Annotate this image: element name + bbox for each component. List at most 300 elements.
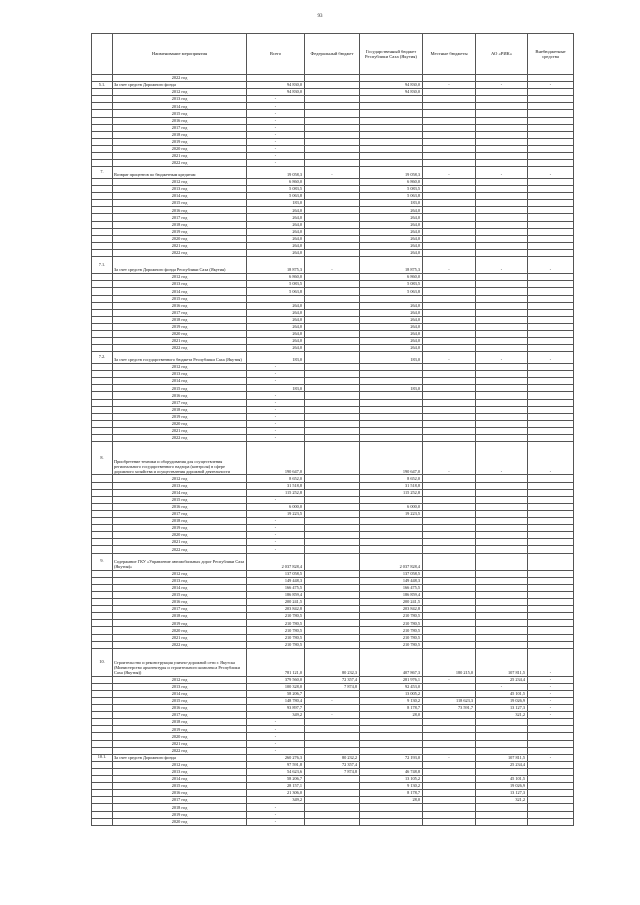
year-cell: 2022 год — [113, 160, 247, 167]
rik-cell — [476, 599, 528, 606]
state-cell: 6 860,0 — [360, 179, 423, 186]
rik-cell — [476, 345, 528, 352]
rik-cell — [476, 804, 528, 811]
total-cell: 28 157,1 — [247, 783, 305, 790]
local-cell — [423, 539, 476, 546]
item-row — [92, 553, 574, 570]
year-cell: 2016 год — [113, 117, 247, 124]
year-cell: 2012 год — [113, 761, 247, 768]
year-cell: 2013 год — [113, 577, 247, 584]
extrabudget-cell: - — [528, 257, 574, 274]
year-cell: 2014 год — [113, 288, 247, 295]
rik-cell — [476, 577, 528, 584]
extrabudget-cell — [528, 330, 574, 337]
item-number-cell — [92, 281, 113, 288]
item-number-cell — [92, 385, 113, 392]
item-number-cell — [92, 323, 113, 330]
federal-cell — [305, 302, 360, 309]
item-number-cell — [92, 302, 113, 309]
year-row — [92, 138, 574, 145]
year-cell: 2019 год — [113, 413, 247, 420]
rik-cell — [476, 435, 528, 442]
item-number-cell — [92, 420, 113, 427]
state-cell: 407 867,3 — [360, 648, 423, 676]
total-cell: 5 083,5 — [247, 186, 305, 193]
state-cell: 115 252,8 — [360, 489, 423, 496]
local-cell — [423, 186, 476, 193]
extrabudget-cell — [528, 96, 574, 103]
rik-cell — [476, 613, 528, 620]
rik-cell — [476, 496, 528, 503]
item-number-cell — [92, 591, 113, 598]
year-cell: 2018 год — [113, 316, 247, 323]
extrabudget-cell — [528, 591, 574, 598]
local-cell — [423, 75, 476, 82]
federal-cell — [305, 330, 360, 337]
year-row — [92, 406, 574, 413]
state-cell: 183,0 — [360, 200, 423, 207]
rik-cell — [476, 96, 528, 103]
local-cell — [423, 309, 476, 316]
rik-cell — [476, 719, 528, 726]
extrabudget-cell — [528, 117, 574, 124]
state-cell: 9 130,2 — [360, 783, 423, 790]
extrabudget-cell — [528, 599, 574, 606]
year-row — [92, 288, 574, 295]
year-row — [92, 364, 574, 371]
year-row — [92, 75, 574, 82]
total-cell: 260 276,3 — [247, 754, 305, 761]
federal-cell — [305, 281, 360, 288]
year-cell: 2019 год — [113, 138, 247, 145]
state-cell: 28,0 — [360, 797, 423, 804]
rik-cell — [476, 281, 528, 288]
item-number-cell — [92, 783, 113, 790]
item-number-cell — [92, 330, 113, 337]
item-number-cell: 8. — [92, 442, 113, 475]
state-cell — [360, 117, 423, 124]
state-cell: 264,0 — [360, 228, 423, 235]
extrabudget-cell — [528, 281, 574, 288]
extrabudget-cell — [528, 482, 574, 489]
extrabudget-cell — [528, 323, 574, 330]
extrabudget-cell — [528, 193, 574, 200]
item-number-cell — [92, 427, 113, 434]
total-cell: - — [247, 364, 305, 371]
total-cell: - — [247, 740, 305, 747]
federal-cell — [305, 392, 360, 399]
local-cell — [423, 96, 476, 103]
extrabudget-cell — [528, 228, 574, 235]
federal-cell: 7 874,8 — [305, 768, 360, 775]
local-cell — [423, 242, 476, 249]
state-cell: 94 830,0 — [360, 82, 423, 89]
year-row — [92, 712, 574, 719]
year-cell: 2021 год — [113, 242, 247, 249]
state-cell: 264,0 — [360, 249, 423, 256]
item-number-cell — [92, 811, 113, 818]
year-cell: 2012 год — [113, 570, 247, 577]
rik-cell — [476, 316, 528, 323]
total-cell: 264,0 — [247, 249, 305, 256]
extrabudget-cell — [528, 124, 574, 131]
local-cell — [423, 274, 476, 281]
item-number-cell: 5.1. — [92, 82, 113, 89]
extrabudget-cell — [528, 790, 574, 797]
item-number-cell — [92, 489, 113, 496]
rik-cell — [476, 207, 528, 214]
item-number-cell — [92, 577, 113, 584]
year-row — [92, 546, 574, 553]
year-cell: 2016 год — [113, 392, 247, 399]
local-cell: - — [423, 754, 476, 761]
item-number-cell — [92, 690, 113, 697]
local-cell — [423, 553, 476, 570]
state-cell — [360, 804, 423, 811]
extrabudget-cell — [528, 475, 574, 482]
item-number-cell — [92, 712, 113, 719]
local-cell — [423, 124, 476, 131]
rik-cell — [476, 274, 528, 281]
year-row — [92, 776, 574, 783]
year-cell: 2018 год — [113, 221, 247, 228]
federal-cell — [305, 804, 360, 811]
year-cell: 2015 год — [113, 783, 247, 790]
rik-cell — [476, 413, 528, 420]
item-number-cell — [92, 627, 113, 634]
state-cell: 264,0 — [360, 316, 423, 323]
federal-cell — [305, 406, 360, 413]
federal-cell — [305, 627, 360, 634]
year-row — [92, 221, 574, 228]
item-number-cell — [92, 482, 113, 489]
year-row — [92, 131, 574, 138]
total-cell: 97 591,8 — [247, 761, 305, 768]
item-number-cell — [92, 546, 113, 553]
item-row — [92, 648, 574, 676]
extrabudget-cell — [528, 539, 574, 546]
total-cell: 203 842,8 — [247, 606, 305, 613]
federal-cell — [305, 599, 360, 606]
local-cell — [423, 427, 476, 434]
state-cell: 264,0 — [360, 323, 423, 330]
federal-cell — [305, 75, 360, 82]
year-cell: 2013 год — [113, 281, 247, 288]
federal-cell — [305, 503, 360, 510]
year-row — [92, 89, 574, 96]
total-cell: - — [247, 131, 305, 138]
item-number-cell — [92, 525, 113, 532]
state-cell — [360, 138, 423, 145]
local-cell — [423, 719, 476, 726]
rik-cell — [476, 110, 528, 117]
rik-cell: 19 026,9 — [476, 698, 528, 705]
extrabudget-cell — [528, 364, 574, 371]
state-cell: 28,0 — [360, 712, 423, 719]
federal-cell — [305, 378, 360, 385]
year-row — [92, 599, 574, 606]
total-cell: 19 058,3 — [247, 167, 305, 179]
rik-cell: 25 234,4 — [476, 676, 528, 683]
item-number-cell — [92, 705, 113, 712]
year-row — [92, 207, 574, 214]
local-cell — [423, 776, 476, 783]
year-cell: 2020 год — [113, 818, 247, 825]
item-number-cell — [92, 676, 113, 683]
local-cell — [423, 249, 476, 256]
rik-cell — [476, 503, 528, 510]
rik-cell: - — [476, 167, 528, 179]
total-cell: 58 206,7 — [247, 690, 305, 697]
item-number-cell — [92, 131, 113, 138]
year-row — [92, 570, 574, 577]
year-cell: 2013 год — [113, 371, 247, 378]
year-cell: 2013 год — [113, 186, 247, 193]
year-cell: 2012 год — [113, 89, 247, 96]
total-cell: 264,0 — [247, 309, 305, 316]
year-row — [92, 705, 574, 712]
federal-cell — [305, 153, 360, 160]
state-cell — [360, 525, 423, 532]
item-number-cell — [92, 274, 113, 281]
total-cell: 183,0 — [247, 385, 305, 392]
federal-cell — [305, 82, 360, 89]
item-number-cell — [92, 207, 113, 214]
year-row — [92, 330, 574, 337]
extrabudget-cell — [528, 420, 574, 427]
year-row — [92, 475, 574, 482]
extrabudget-cell — [528, 776, 574, 783]
item-number-cell — [92, 371, 113, 378]
year-row — [92, 790, 574, 797]
total-cell: - — [247, 153, 305, 160]
year-cell: 2017 год — [113, 510, 247, 517]
local-cell — [423, 399, 476, 406]
local-cell — [423, 510, 476, 517]
federal-cell — [305, 138, 360, 145]
total-cell: - — [247, 719, 305, 726]
federal-cell — [305, 249, 360, 256]
year-cell: 2020 год — [113, 145, 247, 152]
item-number-cell — [92, 740, 113, 747]
year-row — [92, 378, 574, 385]
local-cell — [423, 690, 476, 697]
year-row — [92, 117, 574, 124]
local-cell: - — [423, 352, 476, 364]
rik-cell — [476, 546, 528, 553]
federal-cell — [305, 214, 360, 221]
extrabudget-cell — [528, 221, 574, 228]
item-number-cell: 7. — [92, 167, 113, 179]
local-cell — [423, 634, 476, 641]
total-cell: 264,0 — [247, 302, 305, 309]
state-cell: 190 647,0 — [360, 442, 423, 475]
year-cell: 2018 год — [113, 719, 247, 726]
federal-cell — [305, 295, 360, 302]
state-cell — [360, 532, 423, 539]
local-cell — [423, 733, 476, 740]
item-number-cell — [92, 719, 113, 726]
extrabudget-cell — [528, 145, 574, 152]
local-cell — [423, 295, 476, 302]
year-row — [92, 186, 574, 193]
total-cell: - — [247, 525, 305, 532]
year-cell: 2022 год — [113, 249, 247, 256]
local-cell — [423, 546, 476, 553]
federal-cell — [305, 371, 360, 378]
extrabudget-cell — [528, 153, 574, 160]
item-number-cell — [92, 539, 113, 546]
year-row — [92, 228, 574, 235]
extrabudget-cell — [528, 584, 574, 591]
state-cell — [360, 145, 423, 152]
federal-cell — [305, 103, 360, 110]
local-cell — [423, 804, 476, 811]
federal-cell — [305, 399, 360, 406]
local-cell — [423, 740, 476, 747]
state-cell: 203 842,8 — [360, 606, 423, 613]
federal-cell — [305, 131, 360, 138]
state-cell — [360, 496, 423, 503]
year-row — [92, 532, 574, 539]
item-number-cell: 7.1. — [92, 257, 113, 274]
year-cell: 2022 год — [113, 747, 247, 754]
extrabudget-cell — [528, 131, 574, 138]
extrabudget-cell — [528, 546, 574, 553]
federal-cell — [305, 510, 360, 517]
federal-cell — [305, 546, 360, 553]
federal-cell — [305, 553, 360, 570]
year-cell: 2018 год — [113, 131, 247, 138]
year-cell: 2012 год — [113, 179, 247, 186]
year-cell: 2016 год — [113, 302, 247, 309]
year-cell: 2017 год — [113, 214, 247, 221]
local-cell — [423, 338, 476, 345]
state-cell: 264,0 — [360, 214, 423, 221]
year-row — [92, 761, 574, 768]
year-cell: 2013 год — [113, 482, 247, 489]
local-cell — [423, 160, 476, 167]
federal-cell: 72 357,4 — [305, 676, 360, 683]
item-number-cell — [92, 235, 113, 242]
total-cell: - — [247, 413, 305, 420]
state-cell — [360, 518, 423, 525]
extrabudget-cell — [528, 110, 574, 117]
item-number-cell — [92, 221, 113, 228]
table-header — [92, 34, 574, 75]
rik-cell — [476, 330, 528, 337]
federal-cell — [305, 309, 360, 316]
local-cell — [423, 683, 476, 690]
year-row — [92, 110, 574, 117]
local-cell — [423, 584, 476, 591]
item-number-cell — [92, 599, 113, 606]
total-cell: - — [247, 726, 305, 733]
year-row — [92, 482, 574, 489]
extrabudget-cell: - — [528, 352, 574, 364]
federal-cell — [305, 316, 360, 323]
extrabudget-cell — [528, 811, 574, 818]
federal-cell — [305, 160, 360, 167]
local-cell — [423, 288, 476, 295]
item-number-cell — [92, 124, 113, 131]
rik-cell: 25 234,4 — [476, 761, 528, 768]
total-cell: - — [247, 420, 305, 427]
item-number-cell — [92, 683, 113, 690]
federal-cell — [305, 811, 360, 818]
total-cell: - — [247, 145, 305, 152]
rik-cell — [476, 811, 528, 818]
year-row — [92, 124, 574, 131]
local-cell — [423, 179, 476, 186]
federal-cell — [305, 207, 360, 214]
year-row — [92, 797, 574, 804]
state-cell: 18 875,3 — [360, 257, 423, 274]
extrabudget-cell — [528, 783, 574, 790]
year-row — [92, 627, 574, 634]
state-cell — [360, 811, 423, 818]
total-cell: 264,0 — [247, 345, 305, 352]
federal-cell — [305, 179, 360, 186]
extrabudget-cell — [528, 338, 574, 345]
local-cell — [423, 323, 476, 330]
year-cell: 2021 год — [113, 153, 247, 160]
item-row — [92, 82, 574, 89]
item-number-cell — [92, 768, 113, 775]
total-cell: 264,0 — [247, 207, 305, 214]
total-cell — [247, 295, 305, 302]
item-name-cell: Приобретение техники и оборудования для осуществления регионального государственного надзора (контроля) в сфере дорожного хозяйства и осуществления дорожной деятельности — [113, 442, 247, 475]
local-cell — [423, 525, 476, 532]
year-row — [92, 214, 574, 221]
year-cell: 2015 год — [113, 698, 247, 705]
item-number-cell: 9. — [92, 553, 113, 570]
year-cell: 2014 год — [113, 776, 247, 783]
state-cell — [360, 103, 423, 110]
rik-cell: - — [476, 683, 528, 690]
state-cell — [360, 96, 423, 103]
rik-cell — [476, 378, 528, 385]
total-cell: 115 252,8 — [247, 489, 305, 496]
total-cell: 6 860,0 — [247, 274, 305, 281]
item-number-cell — [92, 193, 113, 200]
state-cell: 264,0 — [360, 330, 423, 337]
header-cell-total: Всего — [247, 34, 305, 75]
federal-cell — [305, 385, 360, 392]
federal-cell — [305, 413, 360, 420]
total-cell: - — [247, 371, 305, 378]
federal-cell: - — [305, 712, 360, 719]
item-number-cell — [92, 138, 113, 145]
year-cell: 2016 год — [113, 207, 247, 214]
total-cell: 183,0 — [247, 352, 305, 364]
item-number-cell — [92, 413, 113, 420]
total-cell: 349,2 — [247, 797, 305, 804]
year-row — [92, 783, 574, 790]
state-cell — [360, 371, 423, 378]
item-number-cell — [92, 797, 113, 804]
extrabudget-cell — [528, 295, 574, 302]
federal-cell — [305, 733, 360, 740]
total-cell: 94 830,0 — [247, 82, 305, 89]
local-cell — [423, 797, 476, 804]
extrabudget-cell — [528, 553, 574, 570]
total-cell: - — [247, 378, 305, 385]
year-row — [92, 577, 574, 584]
total-cell: 210 780,5 — [247, 620, 305, 627]
total-cell: 137 058,5 — [247, 570, 305, 577]
local-cell — [423, 435, 476, 442]
